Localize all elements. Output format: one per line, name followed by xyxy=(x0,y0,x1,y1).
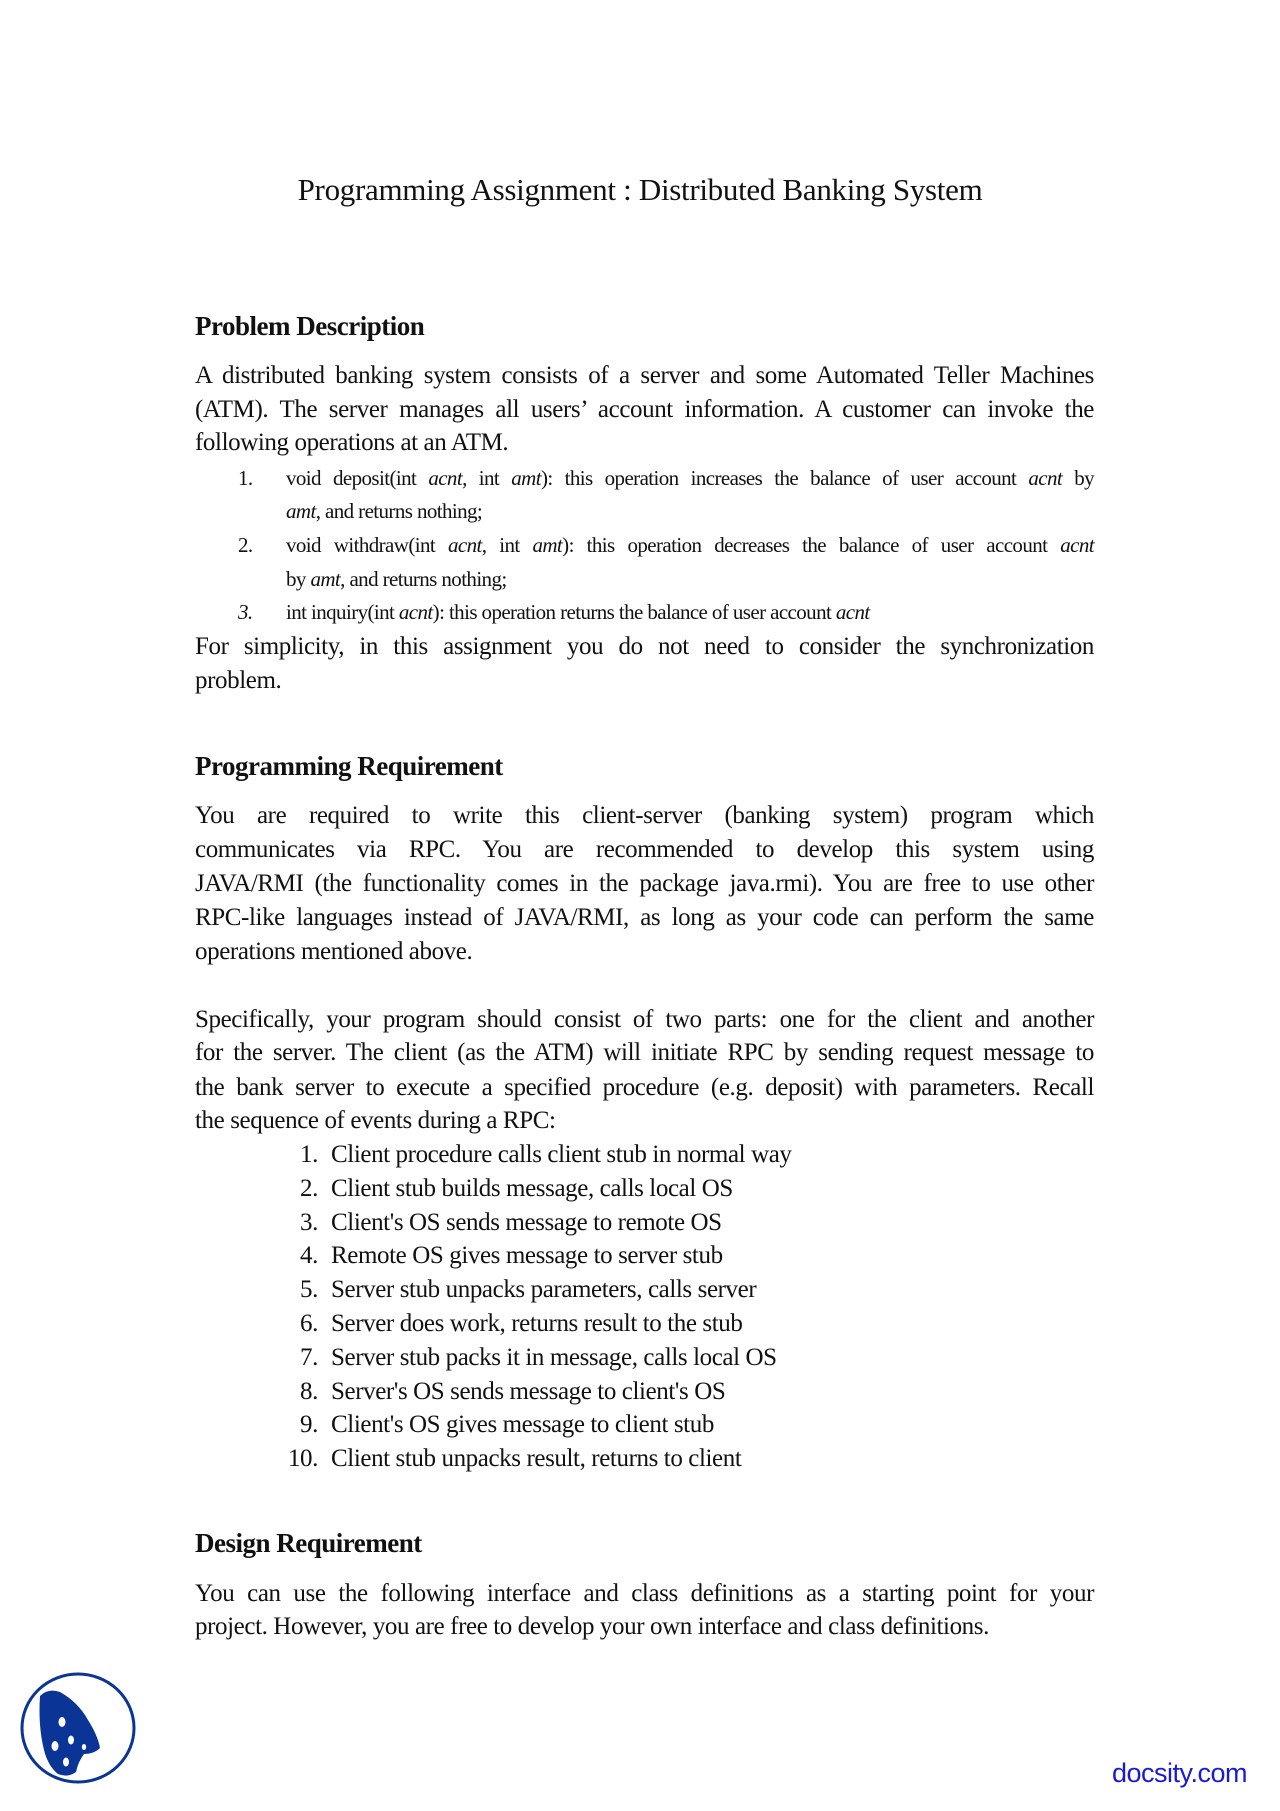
paragraph-line: following operations at an ATM. xyxy=(195,429,509,456)
parameter-name: acnt xyxy=(1060,533,1094,557)
rpc-step-text: Remote OS gives message to server stub xyxy=(331,1242,723,1269)
rpc-step-number: 9. xyxy=(300,1411,318,1438)
rpc-step-text: Client's OS sends message to remote OS xyxy=(331,1209,722,1236)
rpc-step-text: Server does work, returns result to the stub xyxy=(331,1310,743,1337)
operation-text: void deposit(int xyxy=(286,466,429,490)
rpc-step-number: 4. xyxy=(300,1242,318,1269)
paragraph-line: RPC-like languages instead of JAVA/RMI, as long as your code can perform the same xyxy=(195,904,1094,931)
rpc-step-number: 3. xyxy=(300,1209,318,1236)
operation-line xyxy=(286,494,1094,528)
list-item-number: 3. xyxy=(238,600,253,624)
parameter-name: amt xyxy=(286,499,316,523)
rpc-step-number: 1. xyxy=(300,1141,318,1168)
docsity-brand-link[interactable]: docsity.com xyxy=(1112,1758,1248,1788)
rpc-step-text: Client's OS gives message to client stub xyxy=(331,1411,714,1438)
paragraph-line: problem. xyxy=(195,667,282,694)
operation-text: by xyxy=(286,567,311,591)
parameter-name: acnt xyxy=(398,600,433,624)
paragraph-line: communicates via RPC. You are recommended to develop this system using xyxy=(195,836,1094,863)
paragraph-line: the sequence of events during a RPC: xyxy=(195,1107,556,1134)
rpc-step-number: 2. xyxy=(300,1175,318,1202)
rpc-step-text: Server stub unpacks parameters, calls server xyxy=(331,1276,757,1303)
paragraph-line: For simplicity, in this assignment you do not need to consider the synchronization xyxy=(195,633,1094,660)
heading-problem-description: Problem Description xyxy=(195,311,425,341)
parameter-name: amt xyxy=(310,567,341,591)
operation-text: , and returns nothing; xyxy=(340,567,507,591)
rpc-step-text: Server's OS sends message to client's OS xyxy=(331,1378,726,1405)
parameter-name: amt xyxy=(511,466,541,490)
operation-text: , int xyxy=(481,533,533,557)
operation-text: ): this operation decreases the balance of user account xyxy=(562,533,1061,557)
rpc-step-number: 7. xyxy=(300,1344,318,1371)
operation-text: ): this operation increases the balance of user account xyxy=(540,466,1029,490)
operation-text: by xyxy=(1062,466,1094,490)
parameter-name: acnt xyxy=(1028,466,1063,490)
document-title: Programming Assignment : Distributed Banking System xyxy=(297,172,983,207)
paragraph-line: operations mentioned above. xyxy=(195,938,473,965)
operation-line xyxy=(286,595,1094,629)
operation-text: void withdraw(int xyxy=(286,533,448,557)
heading-programming-requirement: Programming Requirement xyxy=(195,751,503,781)
paragraph-line: project. However, you are free to develop your own interface and class definitions. xyxy=(195,1613,989,1640)
rpc-step-number: 10. xyxy=(287,1445,318,1472)
rpc-step-number: 6. xyxy=(300,1310,318,1337)
parameter-name: acnt xyxy=(447,533,482,557)
list-item-number: 2. xyxy=(238,533,253,557)
rpc-step-text: Client stub unpacks result, returns to client xyxy=(331,1445,742,1472)
operation-text: ): this operation returns the balance of user account xyxy=(432,600,836,624)
operation-line xyxy=(286,461,1094,495)
paragraph-line: You are required to write this client-server (banking system) program which xyxy=(195,802,1094,829)
paragraph-line: A distributed banking system consists of a server and some Automated Teller Machines xyxy=(195,362,1094,389)
parameter-name: acnt xyxy=(835,600,870,624)
list-item-number: 1. xyxy=(238,466,253,490)
docsity-logo-icon[interactable] xyxy=(18,1670,138,1791)
rpc-step-number: 5. xyxy=(300,1276,318,1303)
paragraph-line: the bank server to execute a specified procedure (e.g. deposit) with parameters. Recall xyxy=(195,1074,1094,1101)
heading-design-requirement: Design Requirement xyxy=(195,1528,422,1558)
paragraph-line: (ATM). The server manages all users’ account information. A customer can invoke the xyxy=(195,396,1094,423)
rpc-step-text: Client stub builds message, calls local OS xyxy=(331,1175,733,1202)
operation-text: int inquiry(int xyxy=(286,600,399,624)
paragraph-line: You can use the following interface and class definitions as a starting point for your xyxy=(195,1580,1094,1607)
paragraph-line: Specifically, your program should consist of two parts: one for the client and another xyxy=(195,1006,1094,1033)
operation-line xyxy=(286,528,1094,562)
paragraph-line: JAVA/RMI (the functionality comes in the package java.rmi). You are free to use other xyxy=(195,870,1094,897)
paragraph-line: for the server. The client (as the ATM) will initiate RPC by sending request message to xyxy=(195,1039,1094,1066)
rpc-step-text: Client procedure calls client stub in normal way xyxy=(331,1141,792,1168)
operation-line xyxy=(286,562,1094,596)
parameter-name: amt xyxy=(532,533,563,557)
rpc-step-text: Server stub packs it in message, calls local OS xyxy=(331,1344,777,1371)
parameter-name: acnt xyxy=(428,466,463,490)
operation-text: , and returns nothing; xyxy=(315,499,483,523)
rpc-step-number: 8. xyxy=(300,1378,318,1405)
operation-text: , int xyxy=(462,466,512,490)
